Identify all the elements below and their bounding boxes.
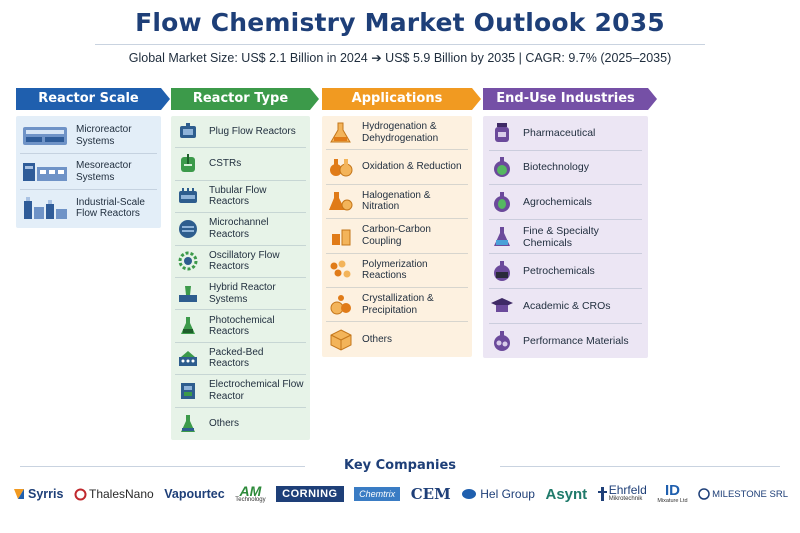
applications-column bbox=[322, 88, 472, 357]
flask-icon bbox=[326, 189, 356, 213]
reactor-scale-list bbox=[16, 116, 161, 228]
logo-am-technology: AM Technology bbox=[235, 482, 266, 503]
list-item: Microreactor Systems bbox=[20, 118, 157, 154]
logo-chemtrix: Chemtrix bbox=[354, 487, 400, 501]
milestone-mark-icon bbox=[698, 488, 710, 500]
round-flask-icon bbox=[489, 225, 515, 249]
microreactor-icon bbox=[20, 124, 70, 148]
reactor-type-list bbox=[171, 116, 310, 440]
mesoreactor-icon bbox=[20, 159, 70, 185]
title-divider bbox=[95, 44, 705, 45]
pill-bottle-icon bbox=[489, 121, 515, 145]
list-item: Hybrid Reactor Systems bbox=[175, 278, 306, 310]
thalesnano-mark-icon bbox=[74, 488, 87, 501]
stirred-tank-icon bbox=[175, 153, 201, 175]
key-companies-heading: Key Companies bbox=[343, 458, 457, 473]
list-item: Hydrogenation & Dehydrogenation bbox=[326, 116, 468, 150]
hybrid-system-icon bbox=[175, 283, 201, 305]
list-item: Agrochemicals bbox=[489, 185, 642, 220]
list-item: Microchannel Reactors bbox=[175, 213, 306, 245]
end-use-list bbox=[483, 116, 648, 358]
ehrfeld-mark-icon bbox=[598, 486, 607, 502]
page-title: Flow Chemistry Market Outlook 2035 bbox=[135, 8, 665, 37]
graduation-cap-icon bbox=[489, 294, 515, 318]
list-item: Carbon-Carbon Coupling bbox=[326, 219, 468, 253]
list-item: Performance Materials bbox=[489, 324, 642, 359]
company-logos bbox=[12, 480, 788, 508]
applications-heading: Applications bbox=[322, 88, 472, 110]
logo-asynt: Asynt bbox=[545, 485, 588, 503]
oil-flask-icon bbox=[489, 259, 515, 283]
leaf-flask-icon bbox=[489, 190, 515, 214]
list-item: Halogenation & Nitration bbox=[326, 185, 468, 219]
list-item: Plug Flow Reactors bbox=[175, 116, 306, 148]
logo-cem: CEM bbox=[410, 485, 451, 503]
packed-bed-icon bbox=[175, 347, 201, 369]
end-use-heading: End-Use Industries bbox=[483, 88, 648, 110]
hel-mark-icon bbox=[461, 488, 477, 500]
logo-vapourtec: Vapourtec bbox=[164, 487, 225, 501]
list-item: Industrial-Scale Flow Reactors bbox=[20, 190, 157, 226]
list-item: Oscillatory Flow Reactors bbox=[175, 246, 306, 278]
list-item: Tubular Flow Reactors bbox=[175, 181, 306, 213]
list-item: Others bbox=[326, 322, 468, 356]
list-item: Packed-Bed Reactors bbox=[175, 343, 306, 375]
list-item: Others bbox=[175, 408, 306, 440]
list-item: Academic & CROs bbox=[489, 289, 642, 324]
logo-hel-group: Hel Group bbox=[461, 487, 535, 501]
logo-thalesnano: ThalesNano bbox=[74, 487, 154, 501]
logo-corning: CORNING bbox=[276, 486, 343, 502]
crystal-flask-icon bbox=[326, 293, 356, 317]
gear-icon bbox=[175, 250, 201, 272]
bio-flask-icon bbox=[489, 155, 515, 179]
list-item: Biotechnology bbox=[489, 151, 642, 186]
applications-list bbox=[322, 116, 472, 357]
twin-flask-icon bbox=[326, 155, 356, 179]
logo-syrris: Syrris bbox=[12, 486, 63, 502]
reactor-scale-heading: Reactor Scale bbox=[16, 88, 161, 110]
industrial-plant-icon bbox=[20, 195, 70, 221]
reactor-type-heading: Reactor Type bbox=[171, 88, 310, 110]
list-item: Pharmaceutical bbox=[489, 116, 642, 151]
list-item: Petrochemicals bbox=[489, 254, 642, 289]
key-companies-divider-right bbox=[500, 466, 780, 467]
list-item: Photochemical Reactors bbox=[175, 310, 306, 342]
list-item: CSTRs bbox=[175, 148, 306, 180]
reactor-type-column bbox=[171, 88, 310, 440]
pipe-reactor-icon bbox=[175, 121, 201, 143]
list-item: Oxidation & Reduction bbox=[326, 150, 468, 184]
materials-flask-icon bbox=[489, 329, 515, 353]
light-flask-icon bbox=[175, 315, 201, 337]
list-item: Fine & Specialty Chemicals bbox=[489, 220, 642, 255]
polymer-icon bbox=[326, 258, 356, 282]
list-item: Crystallization & Precipitation bbox=[326, 288, 468, 322]
list-item: Polymerization Reactions bbox=[326, 254, 468, 288]
tubular-reactor-icon bbox=[175, 185, 201, 207]
list-item: Electrochemical Flow Reactor bbox=[175, 375, 306, 407]
flask-icon bbox=[175, 413, 201, 435]
microchannel-chip-icon bbox=[175, 218, 201, 240]
reactor-scale-column bbox=[16, 88, 161, 228]
flask-icon bbox=[326, 121, 356, 145]
market-summary: Global Market Size: US$ 2.1 Billion in 2024 ➔ US$ 5.9 Billion by 2035 | CAGR: 9.7% (2025–2035) bbox=[128, 51, 672, 65]
syrris-mark-icon bbox=[12, 486, 26, 502]
electrochemical-cell-icon bbox=[175, 380, 201, 402]
logo-ehrfeld: Ehrfeld Mikrotechnik bbox=[598, 485, 647, 502]
list-item: Mesoreactor Systems bbox=[20, 154, 157, 190]
cube-icon bbox=[326, 328, 356, 352]
molecule-icon bbox=[326, 224, 356, 248]
logo-id-mixature: ID Mixature Ltd bbox=[657, 482, 688, 504]
logo-milestone: MILESTONE SRL bbox=[698, 488, 788, 500]
end-use-column bbox=[483, 88, 648, 358]
